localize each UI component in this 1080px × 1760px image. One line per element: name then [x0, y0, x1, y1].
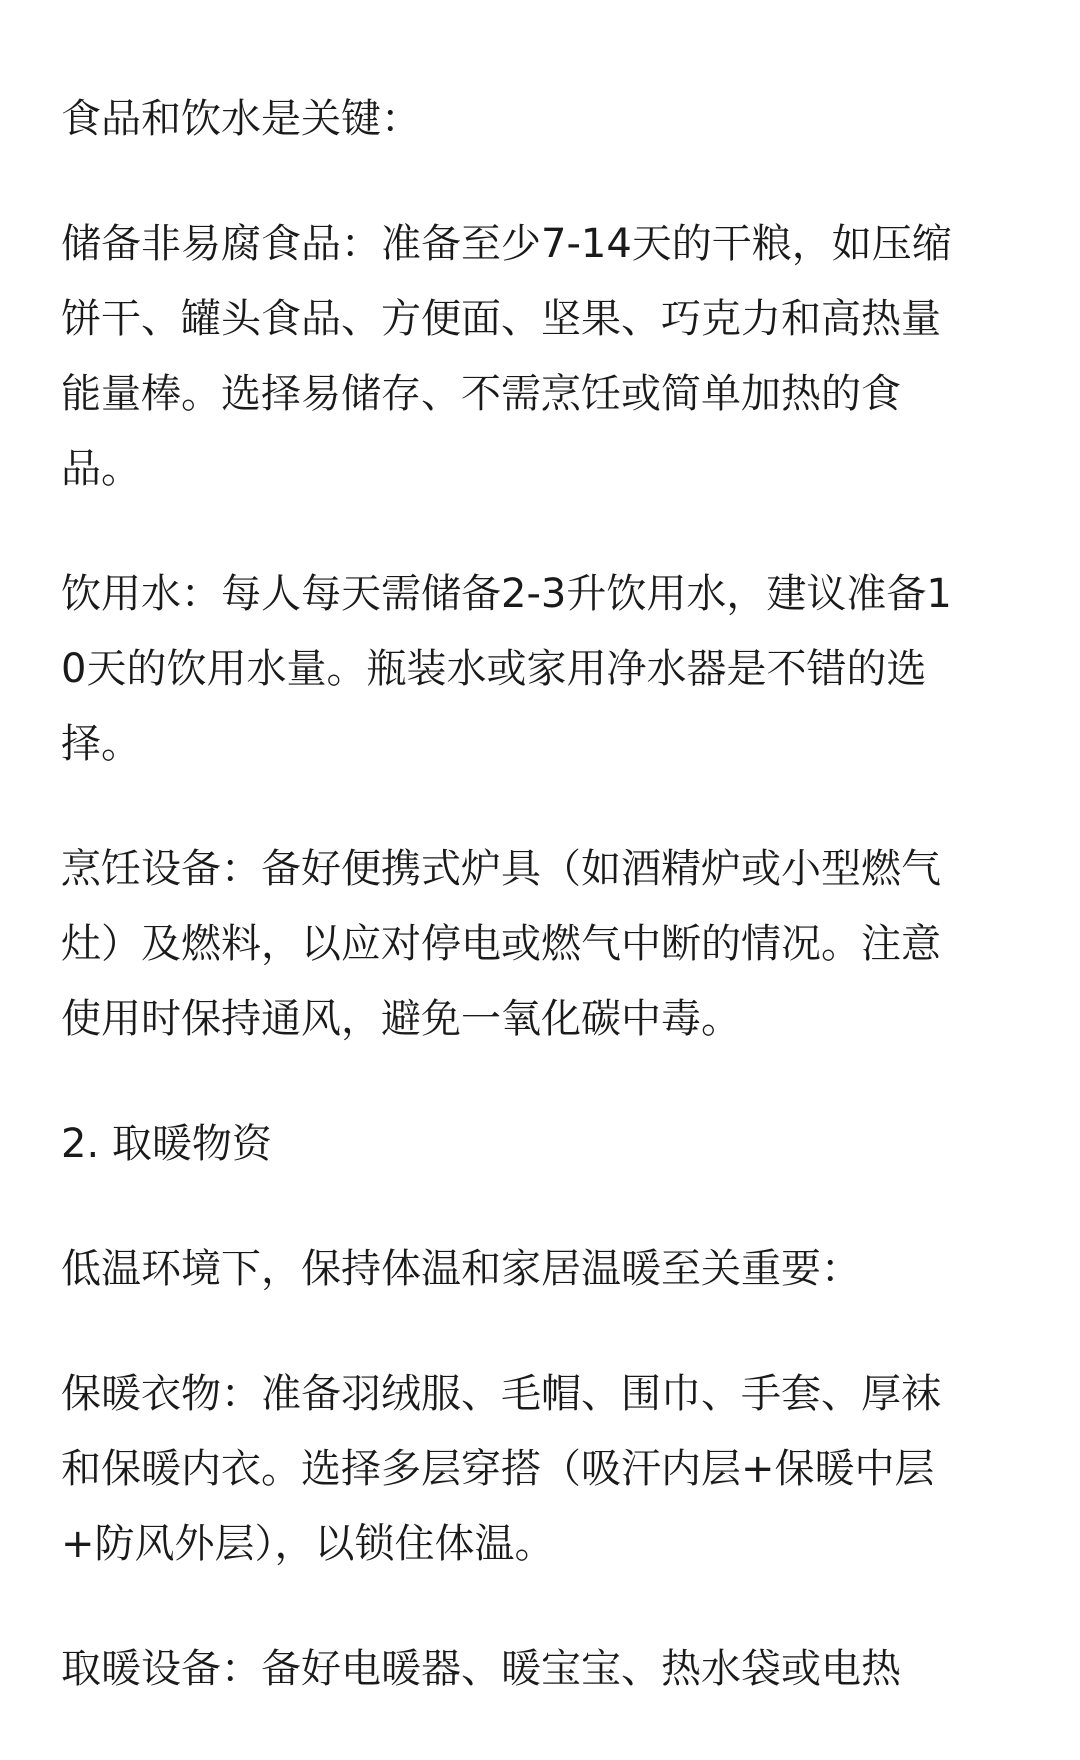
article-body — [61, 82, 1021, 1707]
paragraph-warm-clothing: 保暖衣物：准备羽绒服、毛帽、围巾、手套、厚袜 和保暖内衣。选择多层穿搭（吸汗内层+保暖中层 +防风外层），以锁住体温。 — [61, 1371, 941, 1567]
paragraph-heating-equipment: 取暖设备：备好电暖器、暖宝宝、热水袋或电热 — [61, 1646, 901, 1692]
paragraph-nonperishable-food: 储备非易腐食品：准备至少7-14天的干粮，如压缩 饼干、罐头食品、方便面、坚果、巧克力和高热量 能量棒。选择易储存、不需烹饪或简单加热的食 品。 — [61, 221, 952, 492]
paragraph-drinking-water: 饮用水：每人每天需储备2-3升饮用水，建议准备1 0天的饮用水量。瓶装水或家用净水器是不错的选 择。 — [61, 571, 952, 767]
section-heading-heating-supplies: 2. 取暖物资 — [61, 1121, 272, 1167]
paragraph-food-water-intro: 食品和饮水是关键： — [61, 96, 421, 142]
paragraph-heating-intro: 低温环境下，保持体温和家居温暖至关重要： — [61, 1246, 861, 1292]
paragraph-cooking-equipment: 烹饪设备：备好便携式炉具（如酒精炉或小型燃气 灶）及燃料，以应对停电或燃气中断的情况。注意 使用时保持通风，避免一氧化碳中毒。 — [61, 846, 941, 1042]
